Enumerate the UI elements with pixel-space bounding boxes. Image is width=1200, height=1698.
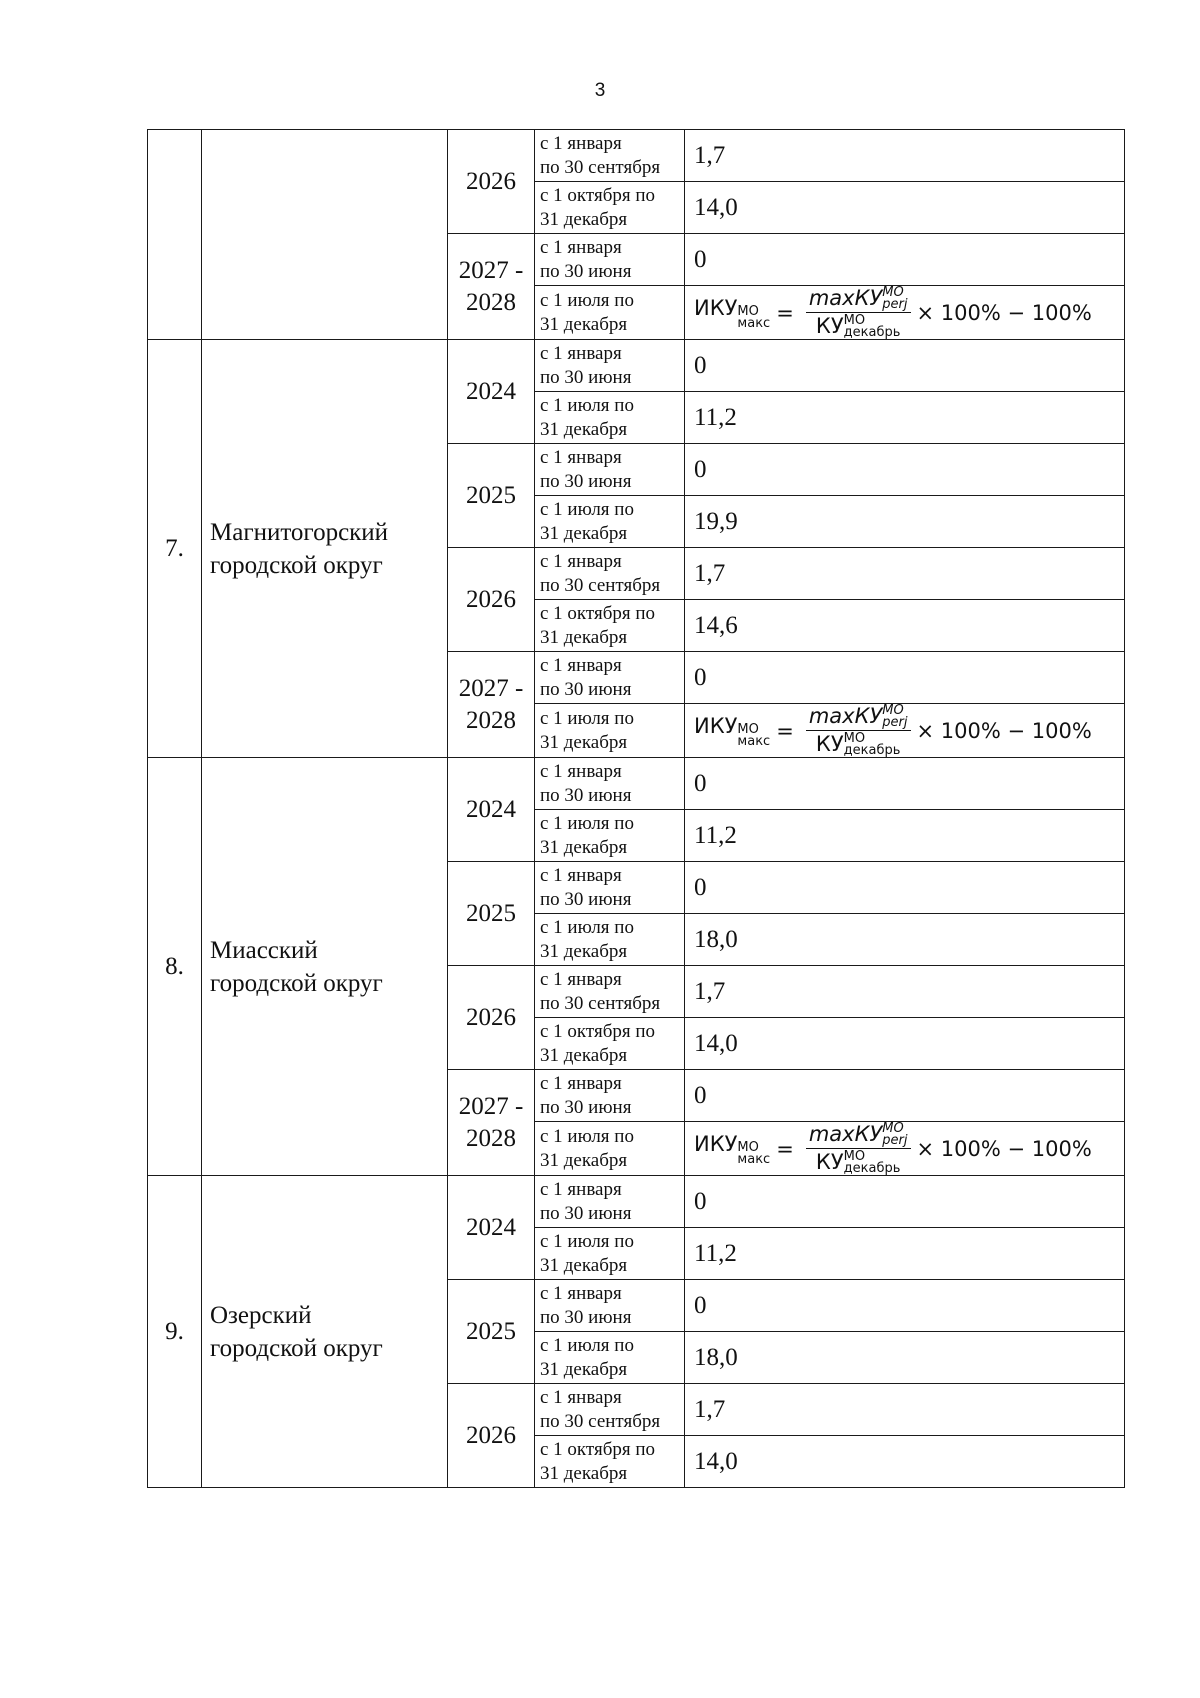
- formula-lhs-indices: [737, 303, 771, 331]
- row-number: 9.: [148, 1176, 202, 1488]
- period-line: 31 декабря: [540, 522, 628, 544]
- period-cell: [535, 1384, 685, 1436]
- municipality-name-line: городской округ: [210, 551, 383, 579]
- formula-numer-sup: МО: [882, 285, 904, 300]
- year-cell: [448, 652, 535, 758]
- period-line: с 1 января: [540, 550, 622, 572]
- year-text: 2028: [466, 288, 516, 316]
- period-line: с 1 октября по: [540, 602, 656, 624]
- formula-equals: =: [776, 718, 794, 743]
- period-line: по 30 июня: [540, 888, 632, 910]
- formula-lhs-sub: макс: [737, 1151, 771, 1167]
- period-line: по 30 июня: [540, 1096, 632, 1118]
- period-cell: [535, 1332, 685, 1384]
- formula-fraction: [806, 704, 911, 757]
- period-cell: [535, 392, 685, 444]
- value-cell: 1,7: [685, 966, 1125, 1018]
- period-line: с 1 января: [540, 132, 622, 154]
- period-line: с 1 января: [540, 1282, 622, 1304]
- year-text: 2027 -: [458, 674, 524, 702]
- formula-denom-indices: [844, 733, 901, 757]
- formula-denominator: [816, 1149, 900, 1175]
- year-cell: [448, 966, 535, 1070]
- period-line: с 1 июля по: [540, 707, 634, 729]
- year-text: 2024: [466, 377, 516, 405]
- year-cell: [448, 340, 535, 444]
- value-cell: [685, 1122, 1125, 1176]
- municipality-name: [202, 758, 448, 1176]
- period-line: с 1 июля по: [540, 498, 634, 520]
- period-line: с 1 января: [540, 1386, 622, 1408]
- period-cell: [535, 1018, 685, 1070]
- formula-numer-text: maxКУ: [808, 704, 883, 728]
- formula-denom-indices: [844, 1151, 901, 1175]
- period-line: с 1 июля по: [540, 1125, 634, 1147]
- year-text: 2026: [466, 1003, 516, 1031]
- year-cell: [448, 234, 535, 340]
- period-line: с 1 января: [540, 1072, 622, 1094]
- year-text: 2026: [466, 167, 516, 195]
- municipality-name-line: городской округ: [210, 969, 383, 997]
- formula-numer-indices: [882, 705, 907, 729]
- value-cell: 0: [685, 340, 1125, 392]
- year-text: 2024: [466, 795, 516, 823]
- formula-lhs-sup: МО: [737, 1139, 759, 1155]
- value-cell: 14,6: [685, 600, 1125, 652]
- period-line: с 1 июля по: [540, 1334, 634, 1356]
- formula-numer-sup: МО: [882, 703, 904, 718]
- value-cell: 14,0: [685, 1436, 1125, 1488]
- year-text: 2024: [466, 1213, 516, 1241]
- value-cell: 18,0: [685, 914, 1125, 966]
- year-cell: [448, 1280, 535, 1384]
- period-cell: [535, 340, 685, 392]
- value-cell: 11,2: [685, 810, 1125, 862]
- value-cell: 14,0: [685, 182, 1125, 234]
- period-line: 31 декабря: [540, 208, 628, 230]
- formula: [694, 704, 1124, 757]
- year-text: 2028: [466, 1124, 516, 1152]
- period-line: 31 декабря: [540, 1462, 628, 1484]
- municipality-name-line: городской округ: [210, 1334, 383, 1362]
- period-cell: [535, 758, 685, 810]
- period-line: 31 декабря: [540, 1149, 628, 1171]
- formula: [694, 1122, 1124, 1175]
- value-cell: 0: [685, 234, 1125, 286]
- year-cell: [448, 1176, 535, 1280]
- municipality-name-line: Магнитогорский: [210, 518, 389, 546]
- value-cell: 0: [685, 1280, 1125, 1332]
- year-cell: [448, 548, 535, 652]
- value-cell: 14,0: [685, 1018, 1125, 1070]
- formula-numer-sub: perj: [882, 297, 908, 312]
- formula-denominator: [816, 731, 900, 757]
- period-cell: [535, 914, 685, 966]
- formula-lhs-text: ИКУ: [694, 295, 738, 320]
- period-cell: [535, 1280, 685, 1332]
- period-line: 31 декабря: [540, 731, 628, 753]
- year-text: 2025: [466, 481, 516, 509]
- period-line: 31 декабря: [540, 418, 628, 440]
- formula-equals: =: [776, 1136, 794, 1161]
- formula-lhs-indices: [737, 1139, 771, 1167]
- period-line: с 1 июля по: [540, 1230, 634, 1252]
- year-text: 2025: [466, 899, 516, 927]
- period-cell: [535, 548, 685, 600]
- formula-numer-text: maxКУ: [808, 286, 883, 310]
- period-line: по 30 июня: [540, 784, 632, 806]
- formula-denom-sub: декабрь: [843, 1161, 901, 1176]
- formula-denom-sub: декабрь: [843, 743, 901, 758]
- formula-tail: × 100% − 100%: [916, 1136, 1092, 1161]
- table-row: [148, 130, 1125, 182]
- formula-denominator: [816, 313, 900, 339]
- municipality-name-line: Миасский: [210, 936, 318, 964]
- period-line: по 30 июня: [540, 1306, 632, 1328]
- formula-numer-text: maxКУ: [808, 1122, 883, 1146]
- value-cell: 1,7: [685, 1384, 1125, 1436]
- formula-equals: =: [776, 300, 794, 325]
- period-line: с 1 января: [540, 760, 622, 782]
- value-cell: 1,7: [685, 130, 1125, 182]
- formula-lhs: [694, 296, 770, 330]
- period-cell: [535, 496, 685, 548]
- table-row: [148, 340, 1125, 392]
- value-cell: 18,0: [685, 1332, 1125, 1384]
- formula-numer-sup: МО: [882, 1121, 904, 1136]
- page-number: 3: [594, 80, 606, 101]
- value-cell: 0: [685, 652, 1125, 704]
- period-line: с 1 января: [540, 446, 622, 468]
- period-line: с 1 июля по: [540, 394, 634, 416]
- year-cell: [448, 130, 535, 234]
- period-line: по 30 июня: [540, 1202, 632, 1224]
- period-line: по 30 сентября: [540, 992, 661, 1014]
- period-line: по 30 сентября: [540, 156, 661, 178]
- year-cell: [448, 444, 535, 548]
- formula-lhs-sub: макс: [737, 733, 771, 749]
- formula-numer-indices: [882, 1123, 907, 1147]
- formula-numer-indices: [882, 287, 907, 311]
- period-line: с 1 января: [540, 342, 622, 364]
- period-line: с 1 октября по: [540, 1020, 656, 1042]
- period-line: с 1 июля по: [540, 812, 634, 834]
- value-cell: 0: [685, 1176, 1125, 1228]
- year-cell: [448, 758, 535, 862]
- formula-lhs-indices: [737, 721, 771, 749]
- period-line: с 1 июля по: [540, 916, 634, 938]
- row-number: 7.: [148, 340, 202, 758]
- period-cell: [535, 704, 685, 758]
- row-number: [148, 130, 202, 340]
- formula-tail: × 100% − 100%: [916, 300, 1092, 325]
- value-cell: 0: [685, 1070, 1125, 1122]
- period-cell: [535, 600, 685, 652]
- period-line: с 1 января: [540, 654, 622, 676]
- period-cell: [535, 810, 685, 862]
- period-line: 31 декабря: [540, 940, 628, 962]
- period-line: по 30 июня: [540, 366, 632, 388]
- formula-denom-sup: МО: [843, 313, 866, 328]
- formula: [694, 286, 1124, 339]
- formula-denom-indices: [844, 315, 901, 339]
- formula-fraction: [806, 286, 911, 339]
- formula-numerator: [806, 704, 911, 731]
- formula-tail: × 100% − 100%: [916, 718, 1092, 743]
- formula-lhs: [694, 714, 770, 748]
- period-cell: [535, 130, 685, 182]
- period-cell: [535, 1070, 685, 1122]
- formula-denom-text: КУ: [815, 314, 844, 338]
- year-text: 2027 -: [458, 1092, 524, 1120]
- formula-numerator: [806, 1122, 911, 1149]
- period-line: 31 декабря: [540, 1254, 628, 1276]
- period-cell: [535, 286, 685, 340]
- period-cell: [535, 182, 685, 234]
- value-cell: 11,2: [685, 1228, 1125, 1280]
- table-row: [148, 758, 1125, 810]
- period-line: по 30 сентября: [540, 574, 661, 596]
- period-line: с 1 октября по: [540, 184, 656, 206]
- period-line: 31 декабря: [540, 313, 628, 335]
- period-line: по 30 июня: [540, 470, 632, 492]
- formula-numerator: [806, 286, 911, 313]
- formula-lhs: [694, 1132, 770, 1166]
- period-line: с 1 июля по: [540, 289, 634, 311]
- period-line: по 30 июня: [540, 678, 632, 700]
- year-text: 2026: [466, 585, 516, 613]
- period-line: по 30 сентября: [540, 1410, 661, 1432]
- period-line: с 1 января: [540, 1178, 622, 1200]
- year-cell: [448, 1384, 535, 1488]
- value-cell: [685, 286, 1125, 340]
- period-line: 31 декабря: [540, 626, 628, 648]
- formula-denom-sup: МО: [843, 731, 866, 746]
- period-cell: [535, 1228, 685, 1280]
- period-line: 31 декабря: [540, 1358, 628, 1380]
- formula-numer-sub: perj: [882, 715, 908, 730]
- period-cell: [535, 862, 685, 914]
- period-line: с 1 октября по: [540, 1438, 656, 1460]
- period-cell: [535, 652, 685, 704]
- year-cell: [448, 1070, 535, 1176]
- period-line: с 1 января: [540, 864, 622, 886]
- formula-lhs-text: ИКУ: [694, 1131, 738, 1156]
- period-cell: [535, 1122, 685, 1176]
- value-cell: 1,7: [685, 548, 1125, 600]
- value-cell: [685, 704, 1125, 758]
- municipality-name-line: Озерский: [210, 1301, 312, 1329]
- value-cell: 0: [685, 862, 1125, 914]
- period-cell: [535, 1176, 685, 1228]
- formula-lhs-sup: МО: [737, 721, 759, 737]
- table-row: [148, 1176, 1125, 1228]
- period-line: по 30 июня: [540, 260, 632, 282]
- formula-numer-sub: perj: [882, 1133, 908, 1148]
- formula-lhs-sup: МО: [737, 303, 759, 319]
- year-text: 2027 -: [458, 256, 524, 284]
- municipality-name: [202, 340, 448, 758]
- formula-lhs-sub: макс: [737, 315, 771, 331]
- year-cell: [448, 862, 535, 966]
- period-line: с 1 января: [540, 236, 622, 258]
- year-text: 2028: [466, 706, 516, 734]
- municipality-name: [202, 1176, 448, 1488]
- year-text: 2025: [466, 1317, 516, 1345]
- period-cell: [535, 966, 685, 1018]
- formula-denom-text: КУ: [815, 732, 844, 756]
- tariff-table: [147, 129, 1125, 1488]
- value-cell: 11,2: [685, 392, 1125, 444]
- period-cell: [535, 1436, 685, 1488]
- year-text: 2026: [466, 1421, 516, 1449]
- municipality-name: [202, 130, 448, 340]
- formula-denom-sub: декабрь: [843, 325, 901, 340]
- period-line: с 1 января: [540, 968, 622, 990]
- value-cell: 0: [685, 444, 1125, 496]
- row-number: 8.: [148, 758, 202, 1176]
- period-line: 31 декабря: [540, 1044, 628, 1066]
- formula-lhs-text: ИКУ: [694, 713, 738, 738]
- period-line: 31 декабря: [540, 836, 628, 858]
- period-cell: [535, 444, 685, 496]
- formula-denom-sup: МО: [843, 1149, 866, 1164]
- formula-fraction: [806, 1122, 911, 1175]
- value-cell: 19,9: [685, 496, 1125, 548]
- value-cell: 0: [685, 758, 1125, 810]
- period-cell: [535, 234, 685, 286]
- formula-denom-text: КУ: [815, 1150, 844, 1174]
